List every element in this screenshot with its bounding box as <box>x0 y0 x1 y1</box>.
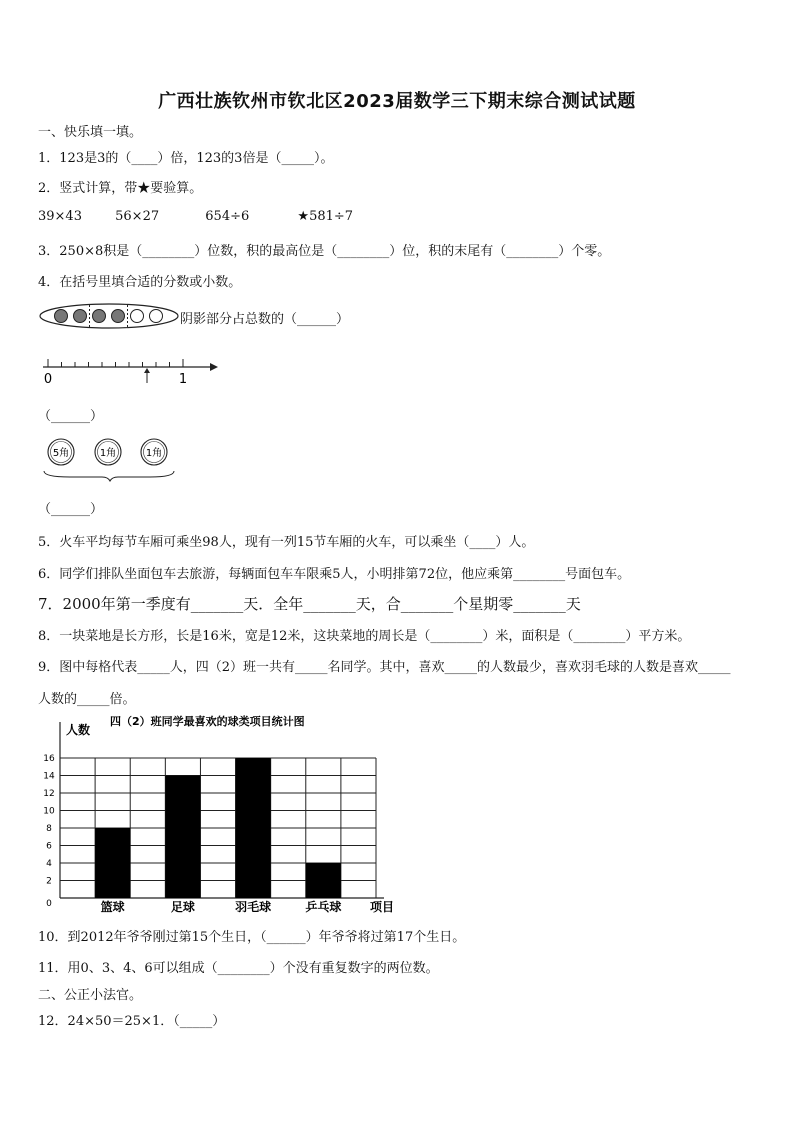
number-line-end: 1 <box>178 372 188 387</box>
y-tick-label: 8 <box>46 824 52 834</box>
chart-title: 四（2）班同学最喜欢的球类项目统计图 <box>110 715 305 728</box>
section-heading-2: 二、公正小法官。 <box>38 988 143 1003</box>
chart-yticks <box>43 754 55 909</box>
empty-circle <box>150 310 163 323</box>
bar-2 <box>165 776 200 899</box>
number-line-start: 0 <box>43 372 53 387</box>
shaded-circle <box>112 310 125 323</box>
y-tick-label: 14 <box>43 771 55 782</box>
question-9-line1: 9．图中每格代表_____人，四（2）班一共有_____名同学。其中，喜欢_____的人数最少，喜欢羽毛球的人数是喜欢_____ <box>38 660 731 675</box>
coins-figure <box>40 437 180 482</box>
shaded-circle <box>55 310 68 323</box>
section-heading-1: 一、快乐填一填。 <box>38 125 143 140</box>
question-3: 3．250×8积是（________）位数，积的最高位是（________）位，积的末尾有（________）个零。 <box>38 244 611 259</box>
x-category-label: 羽毛球 <box>235 900 272 914</box>
y-tick-label: 4 <box>46 859 52 869</box>
x-category-label: 足球 <box>170 900 195 914</box>
question-7: 7．2000年第一季度有_______天．全年_______天，合_______个星期零_______天 <box>38 595 581 613</box>
question-12: 12．24×50＝25×1．（_____） <box>38 1014 226 1029</box>
question-2: 2．竖式计算，带★要验算。 <box>38 181 203 196</box>
calc-item: ★581÷7 <box>297 209 354 224</box>
bar-4 <box>306 863 341 898</box>
bar-3 <box>236 758 271 898</box>
coin-label: 5角 <box>52 448 70 459</box>
arrow-right-icon <box>210 363 218 371</box>
question-6: 6．同学们排队坐面包车去旅游，每辆面包车车限乘5人，小明排第72位，他应乘第________号面包车。 <box>38 567 631 582</box>
chart-xlabels <box>101 899 342 914</box>
y-tick-label: 6 <box>46 841 52 852</box>
question-9-line2: 人数的_____倍。 <box>38 692 136 707</box>
x-category-label: 乒乓球 <box>305 900 342 914</box>
number-line <box>38 355 218 387</box>
question-4a-text: 阴影部分占总数的（______） <box>180 312 350 327</box>
question-10: 10．到2012年爷爷刚过第15个生日，（______）年爷爷将过第17个生日。 <box>38 930 466 945</box>
empty-circle <box>131 310 144 323</box>
y-tick-label: 10 <box>43 806 55 817</box>
y-tick-label: 12 <box>43 789 55 799</box>
x-category-label: 篮球 <box>100 900 125 914</box>
question-4c-blank: （______） <box>38 502 104 517</box>
bar-chart <box>30 708 410 918</box>
question-4: 4．在括号里填合适的分数或小数。 <box>38 275 242 290</box>
chart-ylabel: 人数 <box>66 723 91 737</box>
question-11: 11．用0、3、4、6可以组成（________）个没有重复数字的两位数。 <box>38 961 439 976</box>
bar-1 <box>95 828 130 898</box>
brace-bottom <box>44 471 174 481</box>
shaded-circle <box>93 310 106 323</box>
calc-item: 56×27 <box>115 209 160 224</box>
calc-item: 39×43 <box>38 209 82 224</box>
calc-row <box>38 209 353 224</box>
chart-xlabel: 项目 <box>370 900 395 914</box>
calc-item: 654÷6 <box>205 209 250 224</box>
y-tick-label: 2 <box>46 876 52 887</box>
page-title: 广西壮族钦州市钦北区2023届数学三下期末综合测试试题 <box>158 91 636 112</box>
question-4b-blank: （______） <box>38 409 104 424</box>
coin-label: 1角 <box>99 448 117 459</box>
number-line-ticks <box>48 359 183 367</box>
shaded-circle <box>74 310 87 323</box>
y-tick-label: 0 <box>46 899 52 909</box>
question-5: 5．火车平均每节车厢可乘坐98人，现有一列15节车厢的火车，可以乘坐（____）人。 <box>38 535 535 550</box>
question-8: 8．一块菜地是长方形，长是16米，宽是12米，这块菜地的周长是（________）米，面积是（________）平方米。 <box>38 629 691 644</box>
circles-oval-figure <box>38 302 180 330</box>
y-tick-label: 16 <box>43 754 55 764</box>
question-1: 1．123是3的（____）倍，123的3倍是（_____）。 <box>38 151 334 166</box>
arrow-up-icon <box>144 368 150 373</box>
coin-label: 1角 <box>145 448 163 459</box>
